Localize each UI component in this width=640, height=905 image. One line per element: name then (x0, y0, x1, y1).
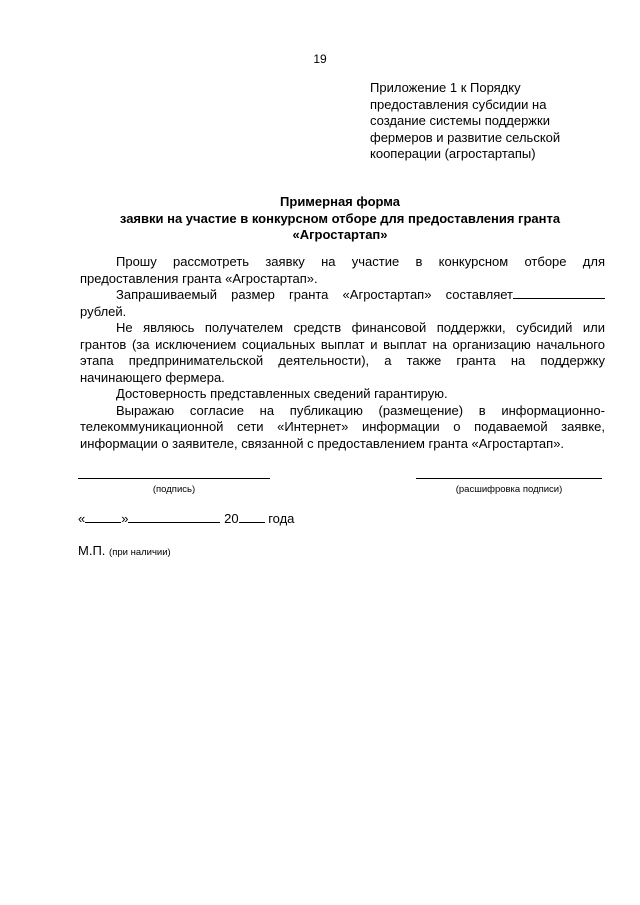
application-body (80, 254, 605, 452)
signature-transcript-field[interactable] (416, 478, 602, 479)
appendix-line: создание системы поддержки (370, 113, 550, 128)
signature-transcript-label: (расшифровка подписи) (455, 484, 563, 495)
appendix-line: кооперации (агростартапы) (370, 146, 536, 161)
appendix-note (370, 80, 610, 163)
grant-amount-unit: рублей. (80, 303, 127, 319)
grant-amount-blank[interactable] (513, 287, 605, 299)
grant-amount-text: Запрашиваемый размер гранта «Агростартап» составляет (116, 287, 513, 302)
title-line: Примерная форма (280, 194, 400, 209)
date-close-quote: » (121, 511, 129, 526)
stamp-label: М.П. (78, 543, 106, 558)
title-line: заявки на участие в конкурсном отборе для предоставления гранта (119, 210, 561, 226)
appendix-line: фермеров и развитие сельской (370, 129, 561, 145)
stamp-line (78, 543, 171, 558)
year-prefix: 20 (224, 511, 239, 526)
appendix-line: предоставления субсидии на (370, 96, 547, 112)
month-blank[interactable] (128, 510, 220, 523)
paragraph-consent: Выражаю согласие на публикацию (размещение) в информационно-телекоммуникационной сети «Интернет» информации о подаваемой заявке, информации о заявителе, связанной с предоставлением гранта «Агростартап». (80, 402, 605, 451)
appendix-line: Приложение 1 к Порядку (370, 80, 521, 95)
signature-label: (подпись) (152, 484, 196, 495)
title-line: «Агростартап» (292, 227, 388, 242)
paragraph-request: Прошу рассмотреть заявку на участие в конкурсном отборе для предоставления гранта «Агростартап». (80, 254, 605, 286)
stamp-note: (при наличии) (109, 547, 171, 558)
paragraph-declaration: Не являюсь получателем средств финансовой поддержки, субсидий или грантов (за исключением социальных выплат и выплат на организацию начального этапа предпринимательской деятельности), а также гранта на поддержку начинающего фермера. (80, 320, 605, 385)
year-blank[interactable] (239, 510, 265, 523)
year-suffix: года (268, 511, 295, 526)
day-blank[interactable] (85, 510, 121, 523)
paragraph-grant-amount (80, 287, 605, 320)
signature-row (0, 470, 640, 500)
page-number: 19 (313, 52, 327, 66)
date-line (78, 510, 294, 526)
document-title (60, 194, 620, 244)
paragraph-guarantee: Достоверность представленных сведений гарантирую. (116, 386, 448, 401)
date-open-quote: « (78, 511, 86, 526)
signature-field[interactable] (78, 478, 270, 479)
